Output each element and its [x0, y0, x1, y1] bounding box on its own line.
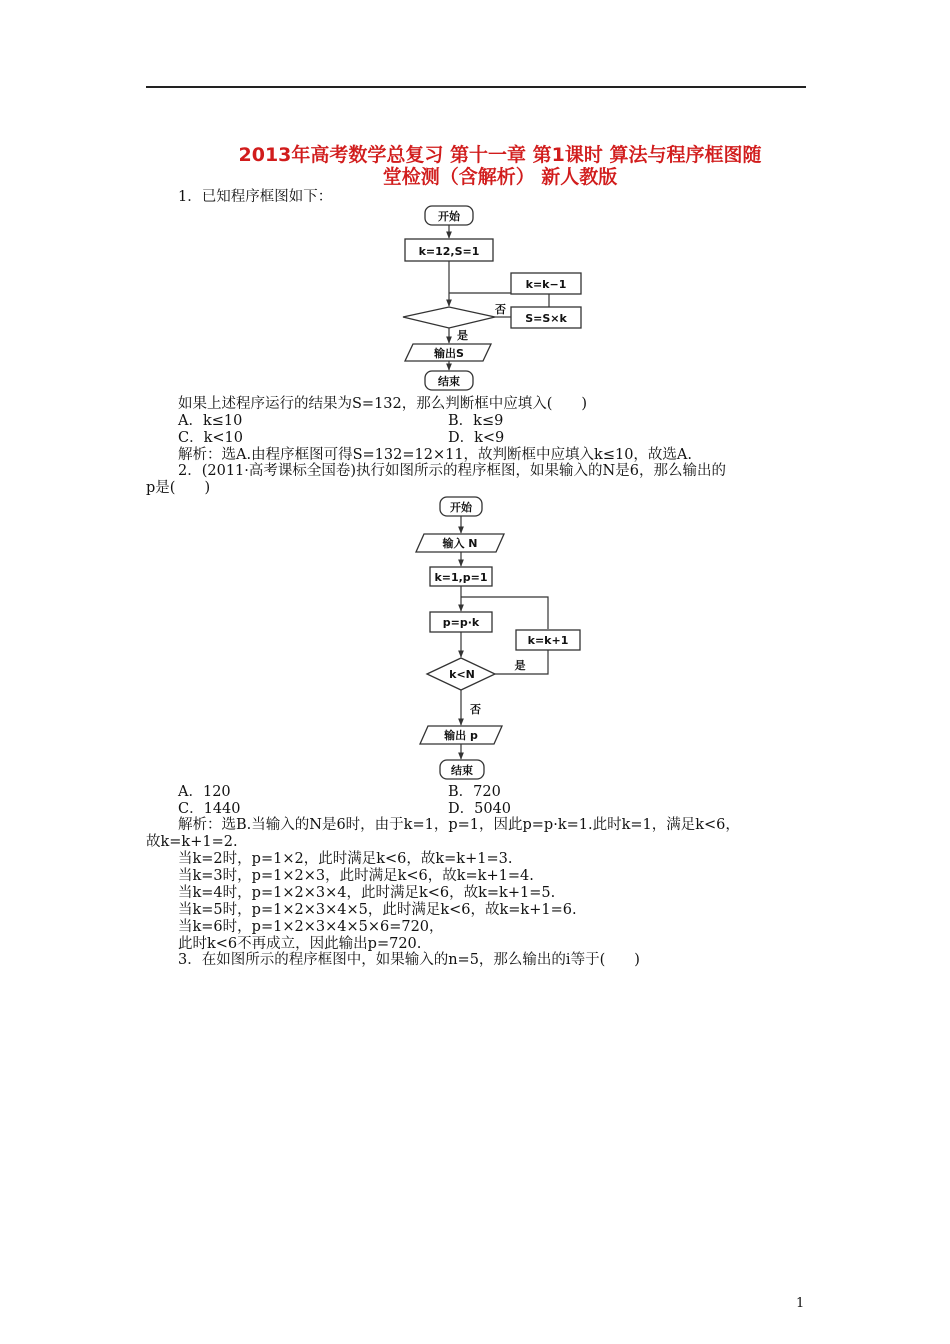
- q2-analysis-line: 解析：选B.当输入的N是6时，由于k=1，p=1，因此p=p·k=1.此时k=1，满足k<6，: [178, 817, 740, 833]
- q2-inc-text: k=k+1: [527, 634, 569, 647]
- q2-input-text: 输入 N: [442, 537, 478, 550]
- q2-yes-label: 是: [514, 659, 526, 672]
- q1-question: 如果上述程序运行的结果为S=132，那么判断框中应填入( ): [178, 396, 588, 412]
- q2-analysis-line: 当k=2时，p=1×2，此时满足k<6，故k=k+1=3.: [178, 851, 513, 867]
- q1-no-label: 否: [495, 303, 506, 316]
- q2-analysis-line: 当k=3时，p=1×2×3，此时满足k<6，故k=k+1=4.: [178, 868, 534, 884]
- page-title-line1: 2013年高考数学总复习 第十一章 第1课时 算法与程序框图随: [238, 144, 762, 166]
- q2-option-c: C．1440: [178, 801, 241, 817]
- q2-stem-line1: 2．(2011·高考课标全国卷)执行如图所示的程序框图，如果输入的N是6，那么输出的: [178, 463, 726, 479]
- q2-no-label: 否: [470, 703, 481, 716]
- q2-stem-line2: p是( ): [146, 480, 211, 496]
- q1-option-c: C．k<10: [178, 430, 243, 446]
- q1-output-text: 输出S: [434, 347, 464, 360]
- q1-flowchart: [395, 200, 595, 395]
- header-rule: [146, 86, 806, 88]
- q2-analysis-line: 故k=k+1=2.: [146, 834, 238, 850]
- q3-stem: 3．在如图所示的程序框图中，如果输入的n=5，那么输出的i等于( ): [178, 952, 640, 968]
- q1-start-text: 开始: [438, 210, 460, 223]
- q2-option-b: B．720: [448, 784, 501, 800]
- q2-mul-text: p=p·k: [442, 616, 480, 629]
- q1-option-d: D．k<9: [448, 430, 505, 446]
- q1-stem: 1．已知程序框图如下：: [178, 189, 333, 205]
- q1-init-text: k=12,S=1: [418, 245, 480, 258]
- q1-end-text: 结束: [438, 375, 460, 388]
- q1-analysis: 解析：选A.由程序框图可得S=132=12×11，故判断框中应填入k≤10，故选A.: [178, 447, 693, 463]
- q2-start-text: 开始: [450, 501, 472, 514]
- q2-analysis-line: 此时k<6不再成立，因此输出p=720.: [178, 936, 422, 952]
- q2-analysis-line: 当k=6时，p=1×2×3×4×5×6=720，: [178, 919, 444, 935]
- page-number: 1: [796, 1296, 805, 1311]
- q2-option-a: A．120: [178, 784, 231, 800]
- q1-option-a: A．k≤10: [178, 413, 243, 429]
- q1-option-b: B．k≤9: [448, 413, 504, 429]
- q2-option-d: D．5040: [448, 801, 512, 817]
- q2-flowchart: [410, 494, 590, 784]
- q2-cond-text: k<N: [449, 668, 475, 681]
- q1-decision-node: [403, 307, 495, 328]
- q2-output-text: 输出 p: [444, 729, 478, 742]
- q2-end-text: 结束: [451, 764, 473, 777]
- q1-mul-text: S=S×k: [525, 312, 567, 325]
- q2-analysis-line: 当k=5时，p=1×2×3×4×5，此时满足k<6，故k=k+1=6.: [178, 902, 577, 918]
- q2-analysis-line: 当k=4时，p=1×2×3×4，此时满足k<6，故k=k+1=5.: [178, 885, 556, 901]
- q1-yes-label: 是: [457, 329, 468, 342]
- q1-dec-text: k=k−1: [525, 278, 567, 291]
- q2-init-text: k=1,p=1: [434, 571, 488, 584]
- page-title-line2: 堂检测（含解析） 新人教版: [382, 166, 618, 188]
